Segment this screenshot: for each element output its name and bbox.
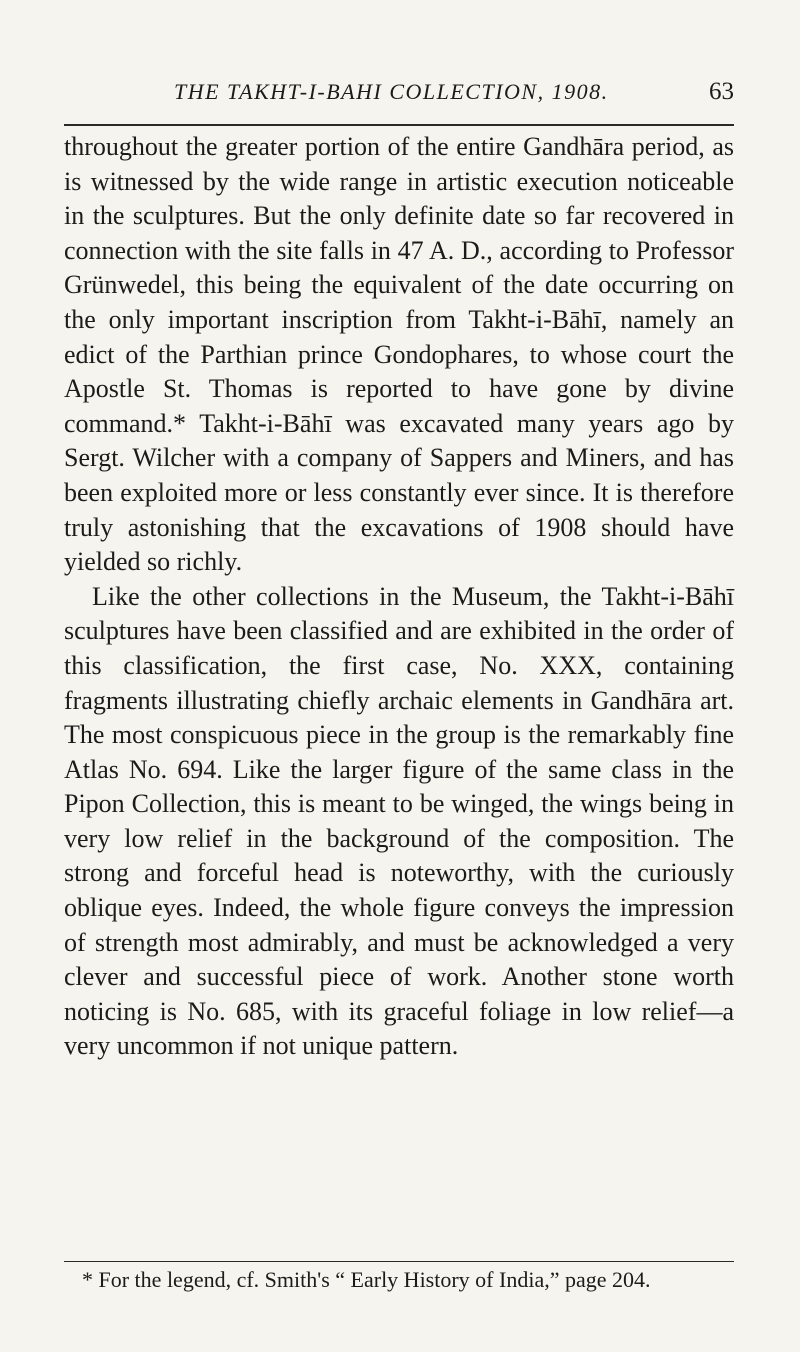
paragraph-1: throughout the greater portion of the entire Gandhāra period, as is witnessed by the wide range in artistic execution noticeable in the sculptures. But the only definite date so far recovered in connection with the site falls in 47 A. D., according to Professor Grünwedel, this being the equivalent of the date occurring on the only important inscription from Takht-i-Bāhī, namely an edict of the Parthian prince Gondophares, to whose court the Apostle St. Thomas is reported to have gone by divine command.* Takht-i-Bāhī was excavated many years ago by Sergt. Wilcher with a company of Sappers and Miners, and has been exploited more or less constantly ever since. It is therefore truly astonishing that the excavations of 1908 should have yielded so richly. (64, 132, 734, 577)
page-number: 63 (709, 78, 734, 105)
paragraph-2: Like the other collections in the Museum, the Takht-i-Bāhī sculptures have been classified and are exhibited in the order of this classification, the first case, No. XXX, containing fragments illustrating chiefly archaic elements in Gandhāra art. The most conspicuous piece in the group is the remarkably fine Atlas No. 694. Like the larger figure of the same class in the Pipon Collection, this is meant to be winged, the wings being in very low relief in the background of the composition. The strong and forceful head is noteworthy, with the curiously oblique eyes. Indeed, the whole figure conveys the impression of strength most admirably, and must be acknowledged a very clever and successful piece of work. Another stone worth noticing is No. 685, with its graceful foliage in low relief—a very uncommon if not unique pattern. (64, 581, 734, 1061)
main-text (64, 130, 734, 1064)
header-rule (64, 124, 734, 126)
footnote-rule (64, 1261, 734, 1262)
running-header (64, 76, 734, 116)
running-title: THE TAKHT-I-BAHI COLLECTION, 1908. (174, 79, 609, 104)
footnote: * For the legend, cf. Smith's “ Early History of India,” page 204. (82, 1267, 651, 1292)
